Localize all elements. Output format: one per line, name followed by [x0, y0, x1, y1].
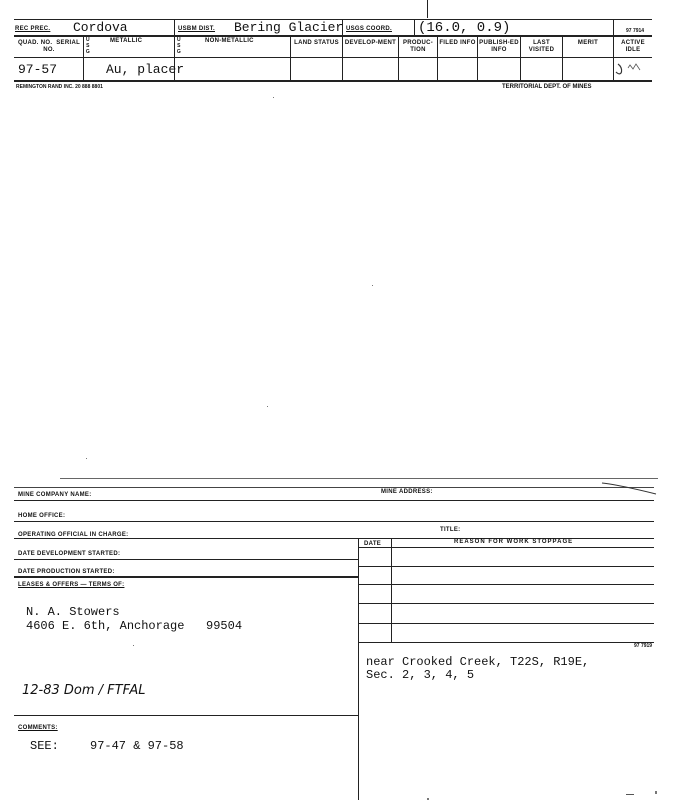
corner-code: 97 7914: [626, 28, 645, 34]
metallic-header: METALLIC: [110, 38, 143, 44]
speck: [655, 791, 657, 794]
published-info-header: PUBLISH-ED INFO: [479, 40, 519, 53]
date-column-label: DATE: [364, 541, 382, 547]
handwritten-note: 12-83 Dom / FTFAL: [22, 683, 146, 698]
header-bottom-rule: [14, 35, 652, 37]
development-header: DEVELOP-MENT: [344, 40, 397, 46]
comments-label: COMMENTS:: [18, 725, 58, 731]
operating-official-label: OPERATING OFFICIAL IN CHARGE:: [18, 532, 129, 538]
see-label: SEE:: [30, 739, 59, 753]
speck: [267, 406, 268, 407]
code-small: 97 7919: [634, 643, 653, 649]
card-fold-mark: [600, 480, 658, 496]
rule: [358, 584, 654, 585]
quad-serial-value: 97-57: [18, 62, 58, 77]
record-bottom-rule: [14, 80, 652, 82]
metallic-value: Au, placer: [106, 62, 185, 77]
lower-card-top-edge: [60, 478, 658, 479]
see-refs: 97-47 & 97-58: [90, 739, 184, 753]
center-divider: [358, 538, 359, 800]
speck: [273, 97, 274, 98]
lower-card-rule: [14, 487, 654, 488]
date-development-label: DATE DEVELOPMENT STARTED:: [18, 551, 121, 557]
title-label: TITLE:: [440, 527, 461, 533]
location-line-1: near Crooked Creek, T22S, R19E,: [366, 655, 590, 669]
department-imprint: TERRITORIAL DEPT. OF MINES: [502, 84, 592, 90]
production-header: PRODUC-TION: [402, 40, 434, 53]
mine-address-label: MINE ADDRESS:: [381, 489, 433, 495]
rule: [14, 521, 654, 522]
rule: [358, 603, 654, 604]
leases-label: LEASES & OFFERS — TERMS OF:: [18, 582, 125, 588]
quad-serial-header: QUAD. NO. SERIAL NO.: [17, 40, 81, 53]
non-metallic-header: NON-METALLIC: [205, 38, 254, 44]
speck: [133, 645, 134, 646]
rule: [14, 559, 358, 560]
usgs-coord-label: USGS COORD.: [346, 26, 392, 32]
rule: [358, 547, 654, 548]
column-header-bottom-rule: [14, 57, 652, 58]
divider: [83, 35, 84, 80]
land-status-header: LAND STATUS: [294, 40, 339, 46]
speck: [626, 794, 634, 795]
active-idle-header: ACTIVE IDLE: [621, 40, 645, 53]
rule: [358, 566, 654, 567]
speck: [372, 285, 373, 286]
rule: [358, 623, 654, 624]
rule: [14, 715, 358, 716]
rule: [358, 642, 654, 643]
usg-nonmetallic-header: U S G: [176, 37, 182, 55]
last-visited-header: LAST VISITED: [528, 40, 555, 53]
merit-header: MERIT: [577, 40, 599, 46]
divider: [414, 19, 415, 35]
home-office-label: HOME OFFICE:: [18, 513, 66, 519]
active-idle-scribble: [610, 58, 654, 80]
mine-company-name-label: MINE COMPANY NAME:: [18, 492, 92, 498]
rec-prec-value: Cordova: [73, 20, 128, 35]
date-column-divider: [391, 538, 392, 642]
usbm-dist-value: Bering Glacier: [234, 20, 344, 35]
printer-imprint: REMINGTON RAND INC. 20 888 8801: [16, 84, 103, 90]
rule: [14, 576, 358, 578]
filed-info-header: FILED INFO: [439, 40, 476, 46]
date-production-label: DATE PRODUCTION STARTED:: [18, 569, 115, 575]
speck: [427, 798, 429, 800]
registration-tick: [427, 0, 428, 18]
rec-prec-label: REC PREC.: [15, 26, 51, 32]
usg-metallic-header: U S G: [85, 37, 91, 55]
speck: [86, 458, 87, 459]
rule: [14, 500, 654, 501]
usbm-dist-label: USBM DIST.: [178, 26, 216, 32]
reason-column-label: REASON FOR WORK STOPPAGE: [454, 539, 574, 545]
lessee-address: 4606 E. 6th, Anchorage 99504: [26, 619, 243, 633]
usgs-coord-value: (16.0, 0.9): [418, 20, 511, 36]
location-line-2: Sec. 2, 3, 4, 5: [366, 668, 475, 682]
lessee-name: N. A. Stowers: [26, 605, 120, 619]
